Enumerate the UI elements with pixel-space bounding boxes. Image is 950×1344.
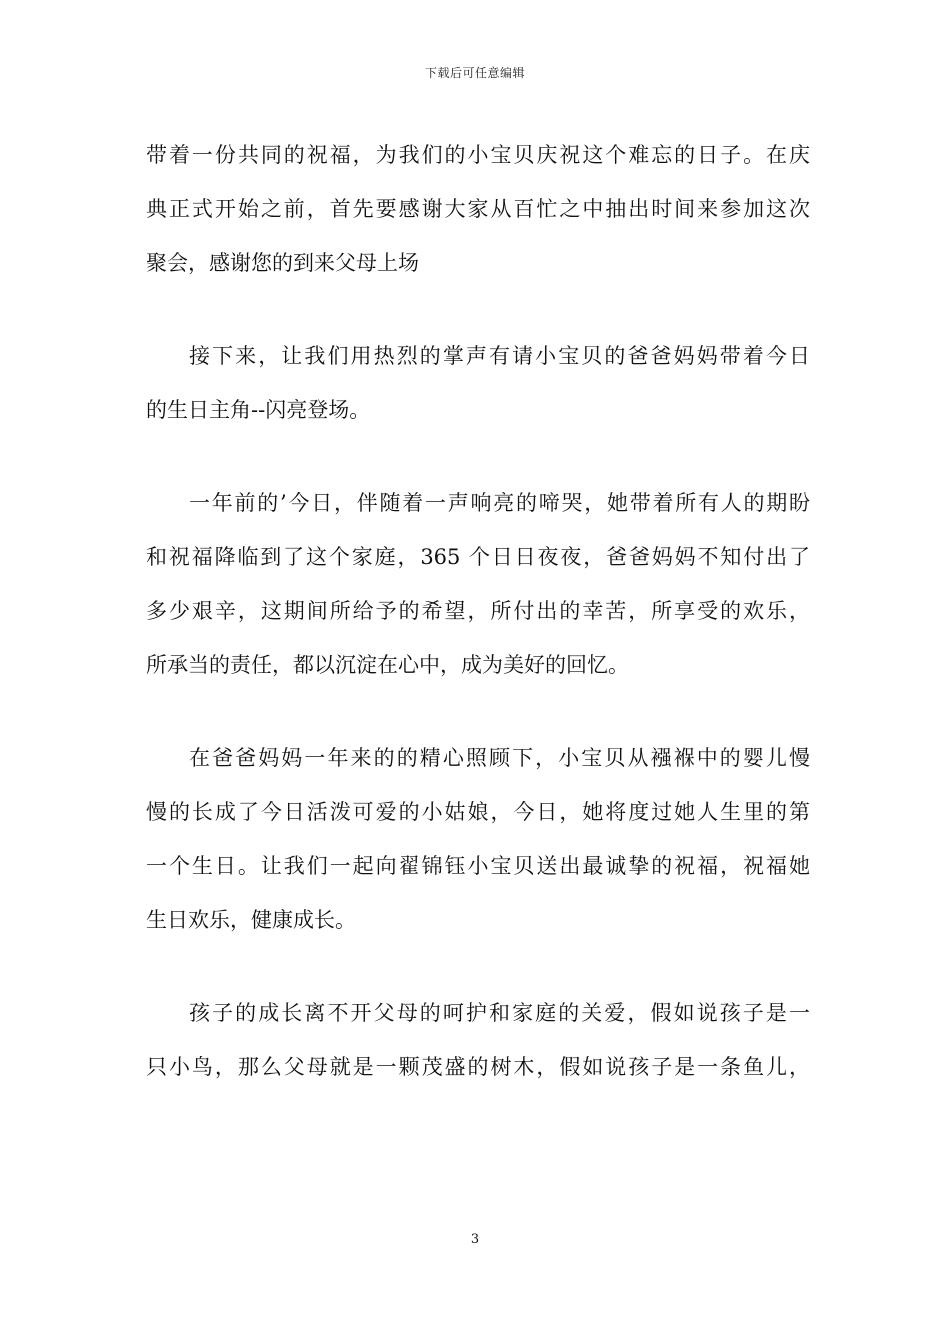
text-line: 和祝福降临到了这个家庭，365 个日日夜夜，爸爸妈妈不知付出了 xyxy=(146,545,810,569)
document-body xyxy=(146,128,810,1094)
text-line: 只小鸟，那么父母就是一颗茂盛的树木，假如说孩子是一条鱼儿， xyxy=(146,1055,810,1079)
text-line: 生日欢乐，健康成长。 xyxy=(146,908,356,932)
text-line: 聚会，感谢您的到来父母上场 xyxy=(146,251,419,275)
paragraph xyxy=(146,476,810,692)
page-number: 3 xyxy=(470,1232,480,1247)
text-line: 在爸爸妈妈一年来的的精心照顾下，小宝贝从襁褓中的婴儿慢 xyxy=(189,746,810,770)
text-line: 一个生日。让我们一起向翟锦钰小宝贝送出最诚挚的祝福，祝福她 xyxy=(146,854,810,878)
text-line: 典正式开始之前，首先要感谢大家从百忙之中抽出时间来参加这次 xyxy=(146,197,810,221)
text-line: 所承当的责任，都以沉淀在心中，成为美好的回忆。 xyxy=(146,653,629,677)
page-header: 下载后可任意编辑 xyxy=(424,66,525,80)
paragraph xyxy=(146,986,810,1094)
text-line: 孩子的成长离不开父母的呵护和家庭的关爱，假如说孩子是一 xyxy=(189,1001,810,1025)
paragraph xyxy=(146,731,810,947)
paragraph xyxy=(146,329,810,437)
text-line: 多少艰辛，这期间所给予的希望，所付出的幸苦，所享受的欢乐， xyxy=(146,599,810,623)
text-line: 接下来，让我们用热烈的掌声有请小宝贝的爸爸妈妈带着今日 xyxy=(189,344,810,368)
paragraph xyxy=(146,128,810,290)
text-line: 的生日主角--闪亮登场。 xyxy=(146,398,371,422)
text-line: 慢的长成了今日活泼可爱的小姑娘，今日，她将度过她人生里的第 xyxy=(146,800,810,824)
text-line: 一年前的’今日，伴随着一声响亮的啼哭，她带着所有人的期盼 xyxy=(189,491,810,515)
text-line: 带着一份共同的祝福，为我们的小宝贝庆祝这个难忘的日子。在庆 xyxy=(146,143,810,167)
